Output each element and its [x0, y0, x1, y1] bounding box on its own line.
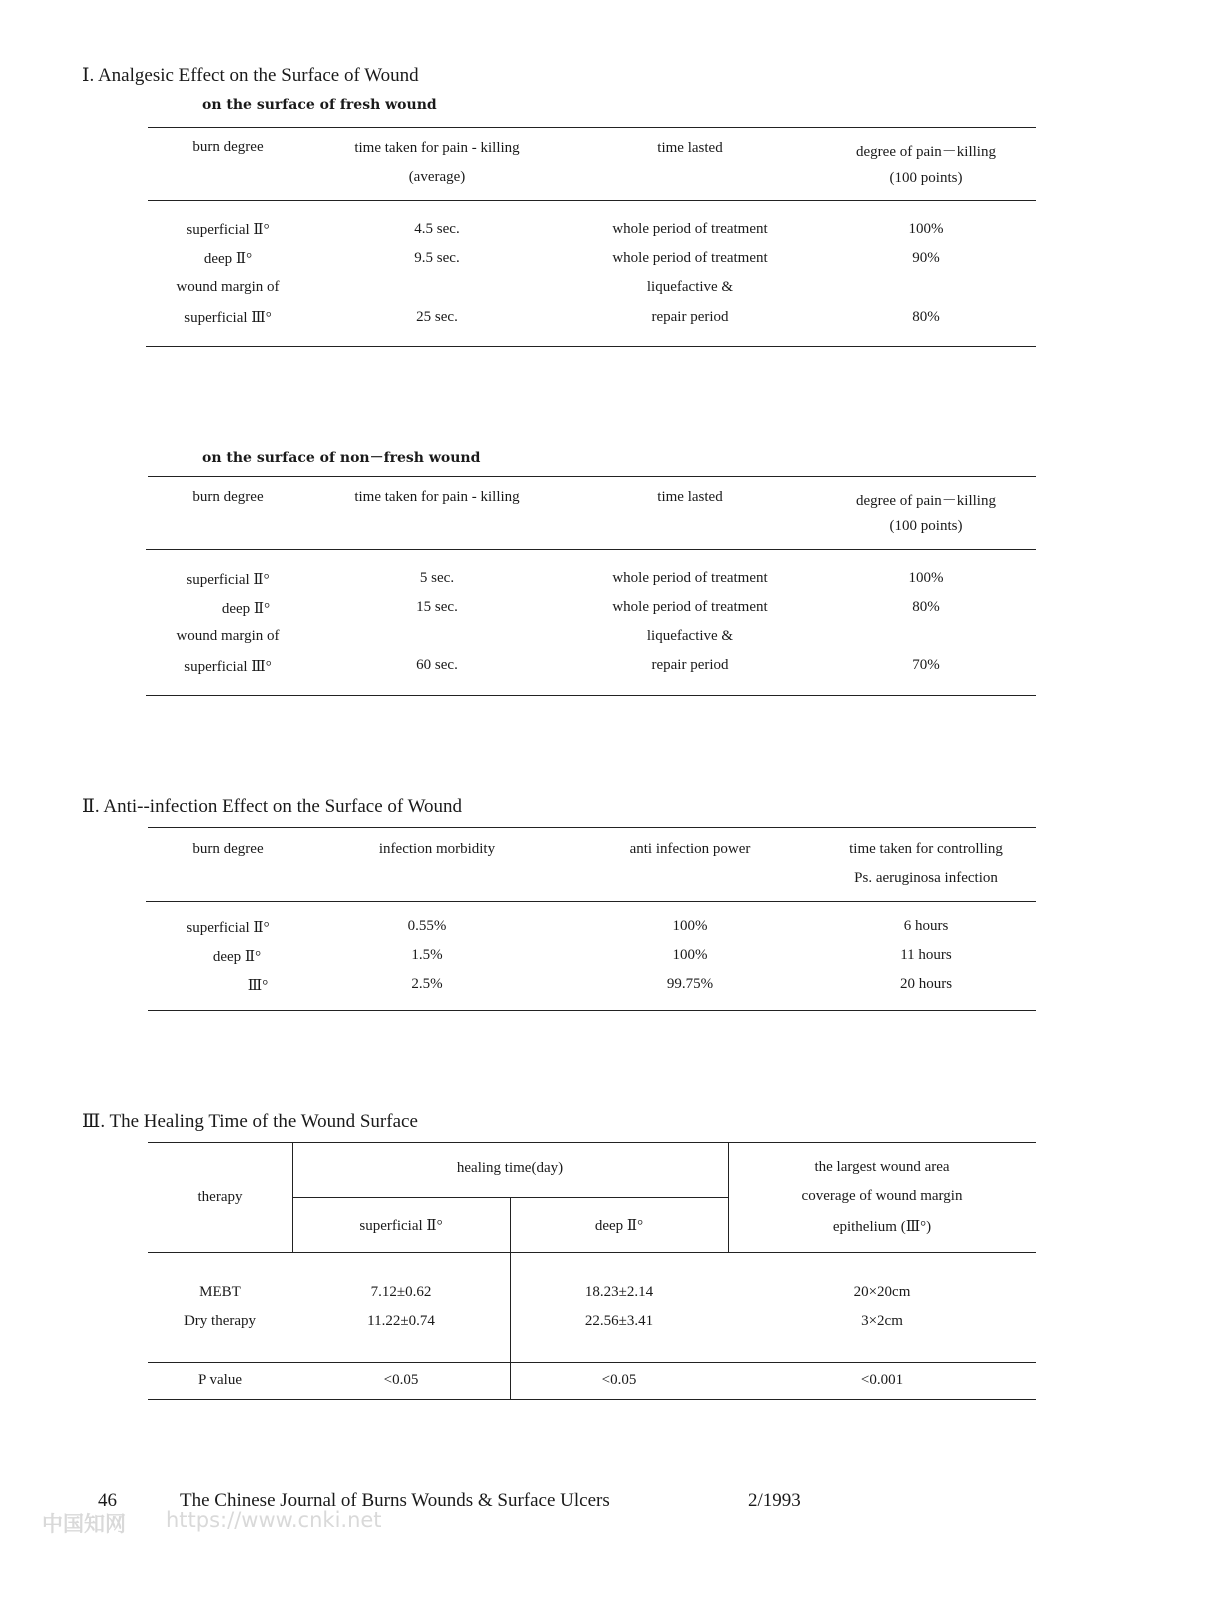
table-row-cell: 100% — [908, 221, 944, 237]
p-value-deep: <0.05 — [601, 1372, 637, 1388]
p-value-superficial: <0.05 — [383, 1372, 419, 1388]
section-2-title: Ⅱ. Anti--infection Effect on the Surface of Wound — [82, 796, 463, 817]
header-area-line2: coverage of wound margin — [801, 1188, 963, 1204]
table-row-cell: superficial Ⅲ° — [184, 659, 272, 675]
table-row-cell: deep Ⅱ° — [212, 949, 262, 965]
section-1-title: Ⅰ. Analgesic Effect on the Surface of Wound — [82, 65, 419, 86]
table-row-cell: repair period — [651, 657, 729, 673]
table-row-cell: deep Ⅱ° — [221, 601, 271, 617]
table-3-header-rule — [146, 901, 1036, 902]
table-row-cell: 80% — [912, 309, 940, 325]
table-row-cell: 80% — [912, 599, 940, 615]
header-time-controlling-sub: Ps. aeruginosa infection — [854, 870, 998, 886]
table-row-cell: 5 sec. — [419, 570, 455, 586]
p-value-area: <0.001 — [860, 1372, 904, 1388]
table-row-cell: 25 sec. — [416, 309, 458, 325]
table-2-bottom-rule — [146, 695, 1036, 696]
header-anti-infection-power: anti infection power — [629, 841, 751, 857]
table-1-bottom-rule — [146, 346, 1036, 347]
table-row-cell: wound margin of — [176, 628, 280, 644]
table-row-cell: 3×2cm — [861, 1313, 903, 1329]
table-row-cell: 100% — [908, 570, 944, 586]
header-deep: deep Ⅱ° — [594, 1218, 644, 1234]
table-2-top-rule — [148, 476, 1036, 477]
table-4-pvalue-rule — [148, 1362, 1036, 1363]
table-row-cell: deep Ⅱ° — [203, 251, 253, 267]
issue-number: 2/1993 — [748, 1490, 801, 1511]
header-time-lasted: time lasted — [657, 140, 723, 156]
header-healing-time: healing time(day) — [456, 1160, 564, 1176]
table-3-bottom-rule — [148, 1010, 1036, 1011]
table-4-header-rule — [148, 1252, 1036, 1253]
table-row-cell: superficial Ⅱ° — [186, 222, 270, 238]
table-row-cell: 100% — [672, 918, 708, 934]
table-row-cell: superficial Ⅱ° — [186, 920, 270, 936]
p-value-label: P value — [197, 1372, 243, 1388]
header-burn-degree: burn degree — [192, 139, 264, 155]
table-row-cell: superficial Ⅲ° — [184, 310, 272, 326]
table-row-cell: 4.5 sec. — [414, 221, 460, 237]
journal-name: The Chinese Journal of Burns Wounds & Surface Ulcers — [180, 1490, 610, 1511]
table-row-cell: 20×20cm — [853, 1284, 911, 1300]
header-infection-morbidity: infection morbidity — [378, 841, 496, 857]
header-degree-sub: (100 points) — [889, 170, 963, 186]
cnki-url: https://www.cnki.net — [166, 1508, 382, 1532]
header-degree: degree of pain－killing — [856, 144, 996, 160]
header-degree: degree of pain－killing — [856, 493, 996, 509]
table-row-cell: 1.5% — [411, 947, 443, 963]
table-row-cell: whole period of treatment — [612, 250, 768, 266]
table-row-cell: 11.22±0.74 — [367, 1313, 435, 1329]
table-row-cell: 15 sec. — [416, 599, 458, 615]
table-row-cell: superficial Ⅱ° — [186, 572, 270, 588]
table-2-header-rule — [146, 549, 1036, 550]
table-2-subtitle: on the surface of non－fresh wound — [202, 450, 481, 466]
header-therapy: therapy — [197, 1189, 243, 1205]
table-4-bottom-rule — [148, 1399, 1036, 1400]
header-time-taken: time taken for pain - killing — [354, 489, 520, 505]
table-row-cell: 18.23±2.14 — [584, 1284, 654, 1300]
table-row-cell: 6 hours — [903, 918, 949, 934]
table-row-cell: 2.5% — [411, 976, 443, 992]
header-superficial: superficial Ⅱ° — [359, 1218, 443, 1234]
table-4-top-rule — [148, 1142, 1036, 1143]
page-number: 46 — [98, 1490, 117, 1511]
table-row-cell: 60 sec. — [416, 657, 458, 673]
header-time-lasted: time lasted — [657, 489, 723, 505]
table-row-cell: 70% — [912, 657, 940, 673]
header-burn-degree: burn degree — [192, 841, 264, 857]
table-row-cell: 99.75% — [666, 976, 714, 992]
table-row-cell: whole period of treatment — [612, 599, 768, 615]
table-row-cell: liquefactive & — [646, 628, 734, 644]
table-row-cell: whole period of treatment — [612, 221, 768, 237]
table-row-cell: wound margin of — [176, 279, 280, 295]
table-row-cell: 22.56±3.41 — [584, 1313, 654, 1329]
table-3-top-rule — [148, 827, 1036, 828]
table-4-vrule-therapy — [292, 1142, 293, 1252]
table-row-cell: 9.5 sec. — [414, 250, 460, 266]
table-1-subtitle: on the surface of fresh wound — [202, 97, 437, 113]
header-degree-sub: (100 points) — [889, 518, 963, 534]
table-row-cell: Ⅲ° — [247, 978, 269, 994]
table-row-cell: 20 hours — [899, 976, 953, 992]
table-1-header-rule — [148, 200, 1036, 201]
table-row-cell: MEBT — [199, 1284, 241, 1300]
header-time-controlling: time taken for controlling — [849, 841, 1003, 857]
section-3-title: Ⅲ. The Healing Time of the Wound Surface — [82, 1111, 418, 1132]
table-row-cell: Dry therapy — [183, 1313, 257, 1329]
table-row-cell: whole period of treatment — [612, 570, 768, 586]
table-row-cell: 7.12±0.62 — [370, 1284, 432, 1300]
table-1-top-rule — [148, 127, 1036, 128]
header-area-line3: epithelium (Ⅲ°) — [832, 1219, 932, 1235]
header-area-line1: the largest wound area — [814, 1159, 950, 1175]
table-row-cell: 100% — [672, 947, 708, 963]
table-row-cell: repair period — [651, 309, 729, 325]
header-time-taken: time taken for pain - killing — [354, 140, 520, 156]
table-row-cell: 11 hours — [900, 947, 952, 963]
table-row-cell: 90% — [912, 250, 940, 266]
header-time-taken-sub: (average) — [408, 169, 466, 185]
table-row-cell: liquefactive & — [646, 279, 734, 295]
cnki-logo: 中国知网 — [42, 1512, 126, 1536]
table-row-cell: 0.55% — [407, 918, 447, 934]
header-burn-degree: burn degree — [192, 489, 264, 505]
